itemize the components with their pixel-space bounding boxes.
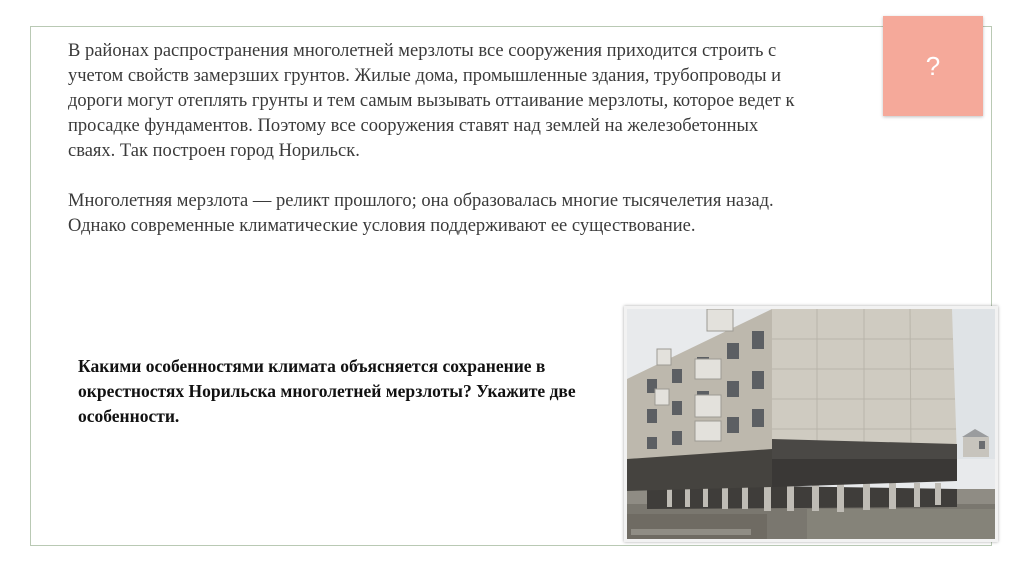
question-badge-button[interactable]: [883, 16, 983, 116]
paragraph-permafrost-relic: Многолетняя мерзлота — реликт прошлого; она образовалась многие тысячелетия назад. Однако современные климатические условия поддерживают ее существование.: [68, 191, 774, 236]
building-on-piles-photo: [624, 306, 998, 542]
building-photo-illustration: [627, 309, 995, 539]
question-mark-icon: ?: [925, 50, 941, 81]
body-text: [68, 39, 808, 239]
question-text: Какими особенностями климата объясняется сохранение в окрестностях Норильска многолетней мерзлоты? Укажите две особенности.: [78, 356, 576, 426]
paragraph-permafrost-construction: В районах распространения многолетней мерзлоты все сооружения приходится строить с учетом свойств замерзших грунтов. Жилые дома, промышленные здания, трубопроводы и дороги могут отеплять грунты и тем самым вызывать оттаивание мерзлоты, которое ведет к просадке фундаментов. Поэтому все сооружения ставят над землей на железобетонных сваях. Так построен город Норильск.: [68, 41, 795, 161]
